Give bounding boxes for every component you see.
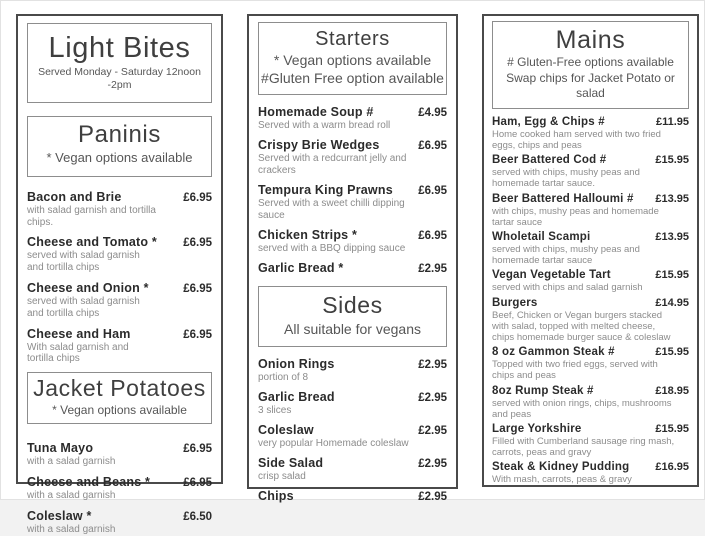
section-title: Starters [315, 28, 390, 50]
menu-item [27, 441, 212, 468]
menu-item [27, 281, 212, 320]
item-name: Vegan Vegetable Tart [492, 269, 611, 282]
item-description: Served with a sweet chilli dipping sauce [258, 198, 405, 222]
menu-column-mains [482, 14, 699, 487]
menu-item-line [492, 461, 689, 473]
menu-column-light-bites [16, 14, 223, 535]
menu-item [258, 357, 447, 384]
menu-item-line [492, 154, 689, 166]
menu-item [492, 346, 689, 381]
menu-item [258, 423, 447, 450]
item-price: £6.95 [183, 237, 212, 250]
item-name: Onion Rings [258, 357, 335, 372]
section-header-box [258, 22, 447, 95]
menu-item [258, 390, 447, 417]
menu-item-line [492, 423, 689, 435]
menu-item-line [492, 385, 689, 397]
menu-item-line [27, 281, 212, 295]
menu-item-line [258, 456, 447, 470]
section-title: Jacket Potatoes [33, 375, 206, 402]
menu-item [258, 261, 447, 275]
item-name: Tempura King Prawns [258, 183, 393, 198]
item-price: £15.95 [655, 269, 689, 282]
menu-item [27, 475, 212, 502]
menu-item [258, 105, 447, 132]
item-name: Homemade Soup # [258, 105, 374, 120]
section-title: Mains [555, 26, 626, 54]
menu-item-line [258, 228, 447, 242]
section-subtitle: All suitable for vegans [284, 320, 421, 337]
item-price: £6.95 [183, 282, 212, 295]
menu-item-line [258, 138, 447, 152]
menu-item [492, 423, 689, 458]
menu-item-list [492, 116, 689, 486]
menu-item-line [27, 441, 212, 455]
item-price: £6.95 [418, 185, 447, 198]
item-name: Wholetail Scampi [492, 231, 591, 243]
menu-item-list [27, 441, 212, 535]
menu-item-line [258, 105, 447, 119]
menu-item-line [492, 269, 689, 281]
menu-item-line [27, 235, 212, 249]
menu-item [27, 235, 212, 274]
item-name: Bacon and Brie [27, 189, 122, 204]
menu-item [492, 297, 689, 344]
section-subtitle: Served Monday - Saturday 12noon -2pm [38, 65, 201, 92]
item-description: 3 slices [258, 405, 292, 417]
item-name: Chicken Strips * [258, 228, 358, 243]
menu-item-line [492, 116, 689, 128]
item-name: Coleslaw [258, 423, 314, 438]
item-price: £2.95 [418, 359, 447, 372]
item-name: Garlic Bread * [258, 261, 344, 276]
menu-item [258, 489, 447, 503]
item-price: £13.95 [655, 231, 689, 243]
menu-item-line [492, 193, 689, 205]
section-title: Sides [322, 292, 383, 319]
section-title: Paninis [78, 121, 161, 149]
item-price: £2.95 [418, 392, 447, 405]
menu-item [258, 183, 447, 222]
item-name: Large Yorkshire [492, 423, 582, 436]
menu-item-line [27, 327, 212, 341]
menu-item-line [258, 183, 447, 197]
menu-section-paninis [27, 116, 212, 365]
item-description: With salad garnish and tortilla chips [27, 341, 129, 365]
menu-item [492, 193, 689, 228]
section-subtitle: # Gluten-Free options available [507, 55, 674, 69]
menu-item-line [27, 190, 212, 204]
item-price: £18.95 [655, 384, 689, 397]
menu-item-line [492, 297, 689, 309]
menu-item [492, 231, 689, 266]
item-name: Cheese and Ham [27, 326, 131, 341]
menu-section-starters [258, 22, 447, 275]
item-description: served with salad garnish and tortilla chips [27, 295, 140, 319]
menu-column-starters [247, 14, 458, 504]
item-description: very popular Homemade coleslaw [258, 438, 409, 450]
item-description: crisp salad [258, 471, 306, 483]
item-description: served with chips, mushy peas and homemade tartar sauce [492, 244, 640, 267]
menu-item-list [27, 190, 212, 365]
item-price: £15.95 [655, 154, 689, 167]
section-header-box [258, 286, 447, 347]
item-price: £6.95 [418, 140, 447, 153]
menu-item-line [258, 489, 447, 503]
menu-item [27, 190, 212, 229]
item-price: £2.95 [418, 263, 447, 276]
item-description: With mash, carrots, peas & gravy [492, 474, 632, 486]
menu-item [258, 138, 447, 177]
item-name: Cheese and Onion * [27, 280, 149, 295]
item-description: with a salad garnish [27, 523, 116, 535]
section-subtitle: Swap chips for Jacket Potato or salad [506, 70, 675, 101]
item-price: £2.95 [418, 458, 447, 471]
item-description: Served with a redcurrant jelly and crackers [258, 153, 407, 177]
menu-item-list [258, 105, 447, 275]
item-price: £11.95 [655, 115, 689, 128]
item-description: served with chips, mushy peas and homemade tartar sauce. [492, 167, 640, 190]
item-description: served with a BBQ dipping sauce [258, 243, 406, 255]
item-name: 8 oz Gammon Steak # [492, 346, 615, 359]
item-price: £6.95 [183, 443, 212, 456]
section-header-box [27, 372, 212, 424]
item-name: Side Salad [258, 456, 324, 471]
menu-item [492, 461, 689, 485]
item-description: Beef, Chicken or Vegan burgers stacked with salad, topped with melted cheese, chips homemade burger sauce & coleslaw [492, 309, 671, 344]
item-description: portion of 8 [258, 372, 309, 384]
menu-item-line [258, 261, 447, 275]
section-subtitle: * Vegan options available [273, 52, 432, 68]
item-description: Filled with Cumberland sausage ring mash, carrots, peas and gravy [492, 436, 675, 459]
item-name: 8oz Rump Steak # [492, 384, 594, 397]
menu-item [492, 269, 689, 293]
item-description: Topped with two fried eggs, served with chips and peas [492, 359, 658, 382]
item-description: with salad garnish and tortilla chips. [27, 204, 156, 228]
item-name: Cheese and Beans * [27, 475, 151, 490]
item-description: with a salad garnish [27, 456, 116, 468]
item-name: Chips [258, 489, 294, 504]
item-name: Beer Battered Halloumi # [492, 192, 634, 205]
item-name: Burgers [492, 296, 538, 309]
item-description: served with salad garnish and tortilla chips [27, 250, 140, 274]
item-price: £6.95 [183, 191, 212, 204]
item-price: £2.95 [418, 425, 447, 438]
menu-section-jacket-potatoes [27, 372, 212, 536]
item-price: £2.95 [418, 491, 447, 504]
menu-item [27, 509, 212, 536]
menu-item [258, 456, 447, 483]
menu-item-list [258, 357, 447, 503]
item-name: Steak & Kidney Pudding [492, 461, 630, 474]
menu-item [492, 154, 689, 189]
section-header-box [27, 23, 212, 103]
menu-item [492, 116, 689, 151]
section-subtitle: * Vegan options available [46, 149, 193, 165]
item-price: £6.95 [183, 328, 212, 341]
item-price: £16.95 [655, 461, 689, 474]
item-price: £14.95 [655, 296, 689, 309]
item-description: with a salad garnish [27, 490, 116, 502]
section-header-box [492, 21, 689, 109]
section-subtitle: * Vegan options available [52, 402, 187, 417]
item-name: Beer Battered Cod # [492, 154, 607, 167]
menu-item [27, 327, 212, 366]
item-name: Coleslaw * [27, 508, 92, 523]
menu-item-line [492, 231, 689, 243]
item-name: Cheese and Tomato * [27, 235, 157, 250]
item-name: Ham, Egg & Chips # [492, 115, 605, 128]
menu-item-line [492, 346, 689, 358]
item-price: £4.95 [418, 107, 447, 120]
item-price: £15.95 [655, 423, 689, 436]
section-subtitle: #Gluten Free option available [261, 70, 444, 87]
menu-section-light-bites [27, 23, 212, 103]
item-description: served with chips and salad garnish [492, 282, 643, 294]
menu-item-line [258, 423, 447, 437]
menu-item [492, 385, 689, 420]
item-name: Tuna Mayo [27, 441, 94, 456]
item-price: £6.95 [418, 230, 447, 243]
section-header-box [27, 116, 212, 177]
menu-section-mains [492, 21, 689, 486]
item-description: with chips, mushy peas and homemade tartar sauce [492, 205, 659, 228]
item-price: £13.95 [655, 192, 689, 205]
item-description: Home cooked ham served with two fried eggs, chips and peas [492, 128, 661, 151]
section-title: Light Bites [48, 32, 191, 64]
menu-section-sides [258, 286, 447, 503]
menu-item-line [27, 475, 212, 489]
menu-item-line [258, 357, 447, 371]
menu-item [258, 228, 447, 255]
item-price: £6.50 [183, 510, 212, 523]
item-price: £6.95 [183, 477, 212, 490]
item-description: Served with a warm bread roll [258, 120, 391, 132]
item-name: Garlic Bread [258, 390, 335, 405]
menu-item-line [27, 509, 212, 523]
item-name: Crispy Brie Wedges [258, 138, 380, 153]
item-description: served with onion rings, chips, mushrooms and peas [492, 397, 672, 420]
menu-item-line [258, 390, 447, 404]
item-price: £15.95 [655, 346, 689, 359]
